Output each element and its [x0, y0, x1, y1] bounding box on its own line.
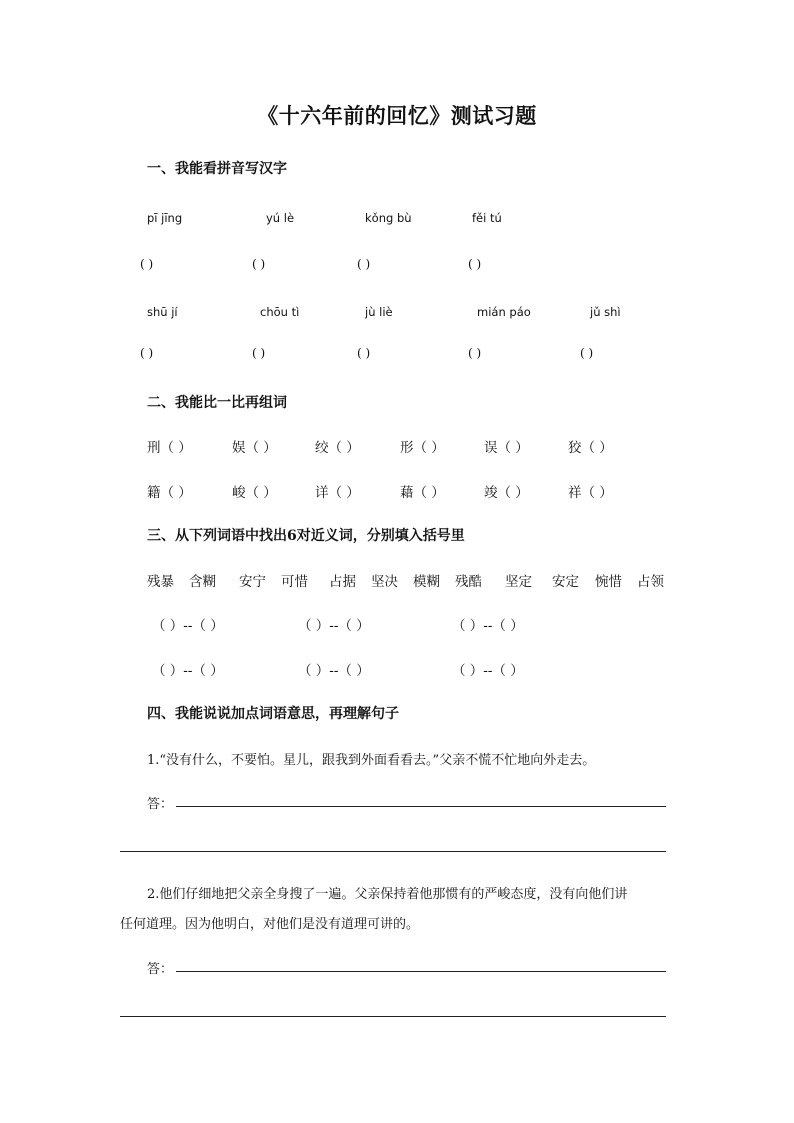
pinyin-1-1: pī jīng — [147, 211, 183, 225]
blank-2-2[interactable]: ( ) — [252, 346, 266, 360]
answer-line-2a[interactable] — [176, 971, 666, 972]
compare-word-1-6[interactable]: 狡（ ） — [568, 440, 613, 456]
compare-word-2-5[interactable]: 竣（ ） — [484, 485, 529, 501]
compare-word-1-3[interactable]: 绞（ ） — [315, 440, 360, 456]
page-title: 《十六年前的回忆》测试习题 — [257, 103, 537, 128]
answer-line-1b[interactable] — [120, 851, 666, 852]
blank-1-3[interactable]: ( ) — [357, 257, 371, 271]
word-option: 坚定 — [505, 574, 532, 590]
word-option: 安定 — [552, 574, 579, 590]
compare-word-2-2[interactable]: 峻（ ） — [232, 485, 277, 501]
pinyin-2-1: shū jí — [147, 305, 178, 319]
question-1: 1.“没有什么，不要怕。星儿，跟我到外面看看去。”父亲不慌不忙地向外走去。 — [147, 753, 596, 768]
compare-word-1-5[interactable]: 误（ ） — [484, 440, 529, 456]
compare-word-2-1[interactable]: 籍（ ） — [147, 485, 192, 501]
synonym-pair-blank-6[interactable]: （ ）--（ ） — [452, 663, 524, 679]
answer-label-2: 答： — [147, 962, 174, 977]
synonym-pair-blank-3[interactable]: （ ）--（ ） — [452, 618, 524, 634]
pinyin-2-3: jù liè — [365, 305, 393, 319]
section-4-heading: 四、我能说说加点词语意思，再理解句子 — [147, 706, 399, 722]
word-option: 残酷 — [455, 574, 482, 590]
compare-word-2-3[interactable]: 详（ ） — [315, 485, 360, 501]
question-2-line-1: 2.他们仔细地把父亲全身搜了一遍。父亲保持着他那惯有的严峻态度，没有向他们讲 — [147, 887, 628, 902]
pinyin-1-2: yú lè — [266, 211, 295, 225]
compare-word-2-4[interactable]: 藉（ ） — [400, 485, 445, 501]
synonym-pair-blank-4[interactable]: （ ）--（ ） — [152, 663, 224, 679]
blank-2-3[interactable]: ( ) — [357, 346, 371, 360]
blank-2-4[interactable]: ( ) — [468, 346, 482, 360]
word-option: 占领 — [637, 574, 664, 590]
section-3-heading: 三、从下列词语中找出6对近义词，分别填入括号里 — [147, 528, 465, 544]
pinyin-2-2: chōu tì — [260, 305, 300, 319]
pinyin-2-4: mián páo — [477, 305, 531, 319]
word-option: 含糊 — [189, 574, 216, 590]
blank-1-2[interactable]: ( ) — [252, 257, 266, 271]
synonym-pair-blank-2[interactable]: （ ）--（ ） — [298, 618, 370, 634]
word-option: 可惜 — [281, 574, 308, 590]
blank-1-1[interactable]: ( ) — [140, 257, 154, 271]
word-option: 惋惜 — [595, 574, 622, 590]
section-2-heading: 二、我能比一比再组词 — [147, 395, 287, 411]
compare-word-1-2[interactable]: 娱（ ） — [232, 440, 277, 456]
pinyin-1-3: kǒng bù — [365, 211, 412, 225]
word-option: 占据 — [329, 574, 356, 590]
synonym-pair-blank-1[interactable]: （ ）--（ ） — [152, 618, 224, 634]
word-option: 残暴 — [147, 574, 174, 590]
word-option: 模糊 — [413, 574, 440, 590]
answer-line-2b[interactable] — [120, 1016, 666, 1017]
synonym-pair-blank-5[interactable]: （ ）--（ ） — [298, 663, 370, 679]
question-2-line-2: 任何道理。因为他明白，对他们是没有道理可讲的。 — [120, 917, 420, 932]
blank-2-5[interactable]: ( ) — [580, 346, 594, 360]
answer-line-1a[interactable] — [176, 806, 666, 807]
section-1-heading: 一、我能看拼音写汉字 — [147, 161, 287, 177]
compare-word-1-4[interactable]: 形（ ） — [400, 440, 445, 456]
blank-2-1[interactable]: ( ) — [140, 346, 154, 360]
compare-word-2-6[interactable]: 祥（ ） — [568, 485, 613, 501]
compare-word-1-1[interactable]: 刑（ ） — [147, 440, 192, 456]
blank-1-4[interactable]: ( ) — [468, 257, 482, 271]
pinyin-2-5: jǔ shì — [590, 305, 621, 319]
word-option: 坚决 — [371, 574, 398, 590]
answer-label-1: 答： — [147, 797, 174, 812]
word-option: 安宁 — [239, 574, 266, 590]
pinyin-1-4: fěi tú — [472, 211, 502, 225]
